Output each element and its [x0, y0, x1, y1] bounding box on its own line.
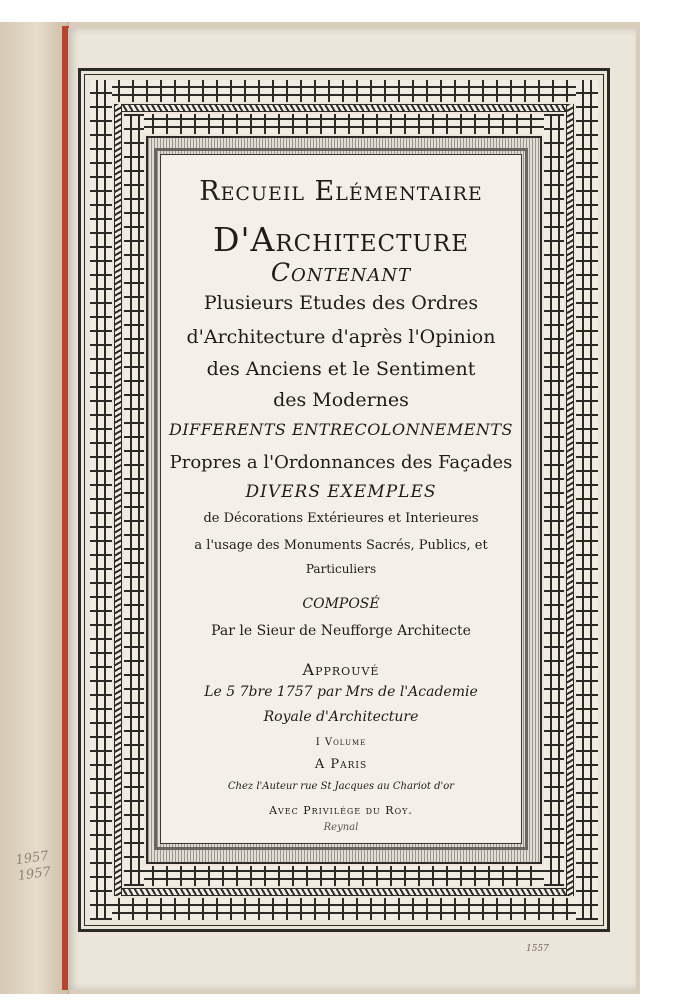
rope-border-bottom	[114, 888, 574, 896]
left-page-edge	[0, 22, 69, 994]
rope-border-top	[114, 104, 574, 112]
rope-border-left	[114, 104, 122, 896]
inner-meander-right	[544, 114, 564, 886]
inner-meander-bottom	[124, 866, 564, 886]
inner-meander-left	[124, 114, 144, 886]
approval-academy-line: Royale d'Architecture	[263, 709, 419, 725]
title-line-architecture: D'Architecture	[213, 220, 469, 259]
subtitle-particuliers: Particuliers	[305, 562, 377, 576]
publisher-address: Chez l'Auteur rue St Jacques au Chariot d'or	[227, 781, 455, 792]
meander-border-top	[90, 80, 598, 102]
volume-label: I Volume	[315, 737, 367, 748]
heading-entrecolonnements: DIFFERENTS ENTRECOLONNEMENTS	[168, 420, 514, 439]
subtitle-decorations: de Décorations Extérieures et Interieures	[203, 511, 479, 526]
label-compose: COMPOSÉ	[302, 596, 380, 612]
rope-border-right	[566, 104, 574, 896]
subtitle-line-2: d'Architecture d'après l'Opinion	[186, 326, 496, 348]
title-line-recueil: Recueil Elémentaire	[199, 176, 483, 207]
place-paris: A Paris	[314, 757, 368, 772]
inner-meander-top	[124, 114, 564, 134]
title-contenant: Contenant	[270, 258, 412, 287]
subtitle-line-4: des Modernes	[273, 389, 409, 411]
approval-date-line: Le 5 7bre 1757 par Mrs de l'Academie	[204, 684, 478, 700]
page-stamp: 1557	[526, 944, 549, 954]
pencil-annotation: 1957 1957	[14, 848, 52, 885]
meander-border-right	[576, 80, 598, 920]
label-approuve: Approuvé	[302, 660, 380, 679]
signature: Reynal	[323, 822, 359, 833]
meander-border-bottom	[90, 898, 598, 920]
subtitle-line-3: des Anciens et le Sentiment	[206, 358, 476, 380]
privilege-line: Avec Privilége du Roy.	[269, 804, 413, 817]
meander-border-left	[90, 80, 112, 920]
subtitle-facades: Propres a l'Ordonnances des Façades	[169, 452, 513, 473]
author-line: Par le Sieur de Neufforge Architecte	[211, 623, 471, 639]
heading-divers-exemples: DIVERS EXEMPLES	[245, 482, 437, 502]
subtitle-line-1: Plusieurs Etudes des Ordres	[203, 292, 479, 314]
subtitle-monuments: a l'usage des Monuments Sacrés, Publics, et	[194, 538, 488, 553]
